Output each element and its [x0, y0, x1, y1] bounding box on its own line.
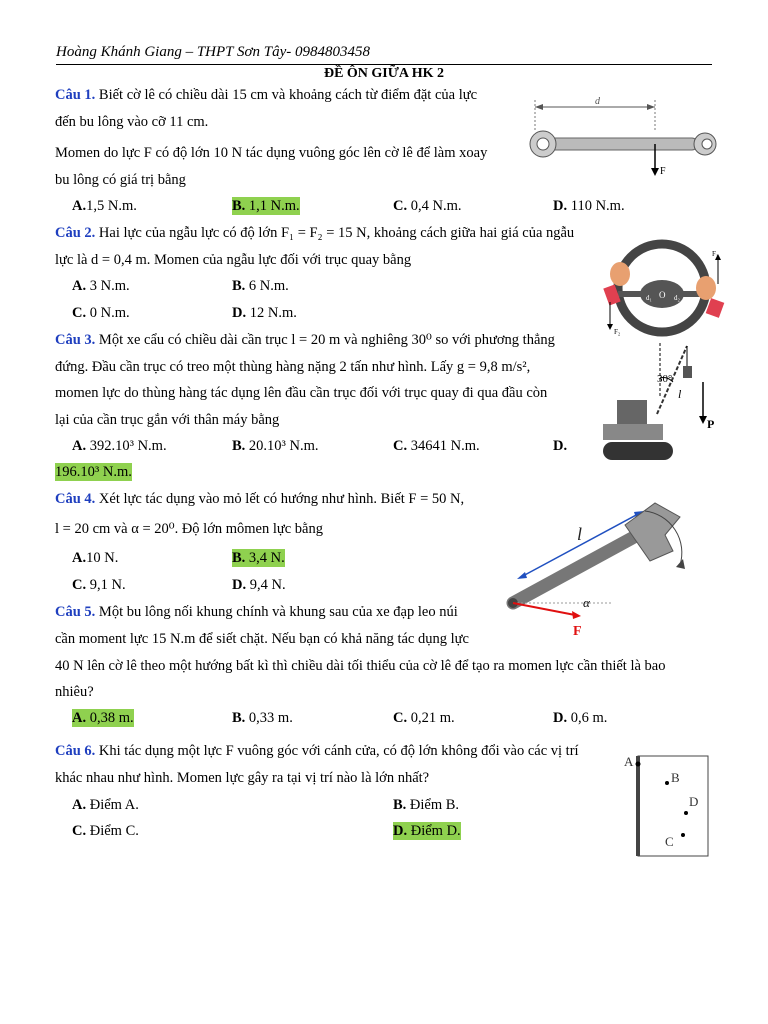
q4-option-b[interactable]: B. 3,4 N. — [232, 550, 285, 566]
cargo-box — [683, 366, 692, 378]
angle-label: 30° — [657, 373, 673, 385]
q6-option-a[interactable]: A. Điểm A. — [72, 797, 139, 813]
right-hand — [696, 276, 716, 300]
force-label: F — [573, 624, 582, 639]
header-rule — [56, 64, 712, 65]
q5-option-d[interactable]: D. 0,6 m. — [553, 710, 608, 726]
page-title: ĐỀ ÔN GIỮA HK 2 — [323, 66, 445, 81]
header-author: Hoàng Khánh Giang – THPT Sơn Tây- 0984803458 — [56, 44, 370, 60]
q6-line-2: khác nhau như hình. Momen lực gây ra tại vị trí nào là lớn nhất? — [55, 770, 430, 786]
q3-line-4: lại của cần trục gắn với thân máy bằng — [55, 412, 280, 428]
q5-line-3: 40 N lên cờ lê theo một hướng bất kì thì chiều dài tối thiểu của cờ lê để tạo ra momen lực cần thiết là bao — [55, 658, 666, 674]
point-c — [681, 833, 685, 837]
q4-option-a[interactable]: A.10 N. — [72, 550, 119, 566]
angle-label: α — [583, 595, 590, 610]
q3-line-1: Câu 3. Một xe cẩu có chiều dài cần trục l = 20 m và nghiêng 30⁰ so với phương thẳng — [55, 332, 555, 348]
left-hand — [610, 262, 630, 286]
q6-option-b[interactable]: B. Điểm B. — [393, 797, 460, 813]
q6-line-1: Câu 6. Khi tác dụng một lực F vuông góc với cánh cửa, có độ lớn không đổi vào các vị trí — [55, 743, 579, 759]
q1-label: Câu 1. — [55, 87, 96, 103]
q4-label: Câu 4. — [55, 491, 96, 507]
point-c-label: C — [665, 834, 674, 849]
wrench-jaw — [625, 503, 680, 561]
q5-line-1: Câu 5. Một bu lông nối khung chính và khung sau của xe đạp leo núi — [55, 604, 458, 620]
q6-option-c[interactable]: C. Điểm C. — [72, 823, 139, 839]
q6-label: Câu 6. — [55, 743, 96, 759]
adjustable-wrench-figure — [495, 495, 720, 640]
q1-option-c[interactable]: C. 0,4 N.m. — [393, 198, 462, 214]
q6-option-d[interactable]: D. Điểm D. — [393, 823, 461, 839]
wrench-handle — [547, 138, 697, 150]
q3-label: Câu 3. — [55, 332, 96, 348]
svg-text:d₂: d₂ — [674, 294, 680, 302]
point-a-label: A — [624, 754, 634, 769]
q5-option-c[interactable]: C. 0,21 m. — [393, 710, 455, 726]
q3-option-c[interactable]: C. 34641 N.m. — [393, 438, 480, 454]
q1-line-2: đến bu lông vào cỡ 11 cm. — [55, 114, 209, 130]
q2-option-a[interactable]: A. 3 N.m. — [72, 278, 130, 294]
weight-label: P — [707, 417, 715, 431]
q1-option-b[interactable]: B. 1,1 N.m. — [232, 198, 300, 214]
q2-option-b[interactable]: B. 6 N.m. — [232, 278, 289, 294]
q5-option-a[interactable]: A. 0,38 m. — [72, 710, 134, 726]
q1-line-3: Momen do lực F có độ lớn 10 N tác dụng vuông góc lên cờ lê để làm xoay — [55, 145, 488, 161]
svg-text:F₁: F₁ — [712, 250, 719, 258]
q5-line-2: cần moment lực 15 N.m để siết chặt. Nếu bạn có khả năng tác dụng lực — [55, 631, 469, 647]
q3-option-d[interactable]: D. — [553, 438, 568, 454]
length-label: l — [577, 524, 583, 544]
force-label: F — [660, 166, 666, 177]
q1-option-d[interactable]: D. 110 N.m. — [553, 198, 625, 214]
point-d — [684, 811, 688, 815]
axis-label: O — [659, 290, 666, 300]
svg-text:F₂: F₂ — [614, 328, 621, 336]
point-a — [636, 762, 641, 767]
q4-line-2: l = 20 cm và α = 20⁰. Độ lớn mômen lực bằng — [55, 521, 323, 537]
q2-line-1: Câu 2. Hai lực của ngẫu lực có độ lớn F₁ = F₂ = 15 N, khoảng cách giữa hai giá của ngẫu — [55, 225, 575, 241]
q2-line-2: lực là d = 0,4 m. Momen của ngẫu lực đối với trục quay bằng — [55, 252, 412, 268]
q5-line-4: nhiêu? — [55, 684, 94, 700]
crane-body — [603, 424, 663, 440]
q2-label: Câu 2. — [55, 225, 96, 241]
q4-option-d[interactable]: D. 9,4 N. — [232, 577, 286, 593]
q1-line-4: bu lông có giá trị bằng — [55, 172, 186, 188]
boom-length-label: l — [678, 387, 682, 401]
distance-label: d — [595, 96, 600, 107]
point-d-label: D — [689, 794, 699, 809]
q5-option-b[interactable]: B. 0,33 m. — [232, 710, 293, 726]
q5-label: Câu 5. — [55, 604, 96, 620]
q4-option-c[interactable]: C. 9,1 N. — [72, 577, 126, 593]
q3-line-3: momen lực do thùng hàng tác dụng lên đầu cần trục đối với trục quay đi qua đầu còn — [55, 385, 548, 401]
q3-option-b[interactable]: B. 20.10³ N.m. — [232, 438, 319, 454]
crane-tracks — [603, 442, 673, 460]
q3-line-2: đứng. Đầu cần trục có treo một thùng hàng nặng 2 tấn như hình. Lấy g = 9,8 m/s², — [55, 359, 531, 375]
crane-figure — [595, 338, 725, 466]
steering-wheel-figure — [600, 238, 730, 338]
q4-line-1: Câu 4. Xét lực tác dụng vào mỏ lết có hướng như hình. Biết F = 50 N, — [55, 491, 465, 507]
wrench-figure — [525, 92, 725, 182]
q1-line-1: Câu 1. Biết cờ lê có chiều dài 15 cm và khoảng cách từ điểm đặt của lực — [55, 87, 478, 103]
door-figure — [620, 752, 720, 862]
svg-text:d₁: d₁ — [646, 294, 652, 302]
q3-option-d-value[interactable]: 196.10³ N.m. — [55, 464, 132, 480]
q2-option-d[interactable]: D. 12 N.m. — [232, 305, 297, 321]
q1-option-a[interactable]: A.1,5 N.m. — [72, 198, 137, 214]
force-arrow — [513, 603, 575, 615]
q3-option-a[interactable]: A. 392.10³ N.m. — [72, 438, 167, 454]
q2-option-c[interactable]: C. 0 N.m. — [72, 305, 130, 321]
point-b-label: B — [671, 770, 680, 785]
point-b — [665, 781, 669, 785]
